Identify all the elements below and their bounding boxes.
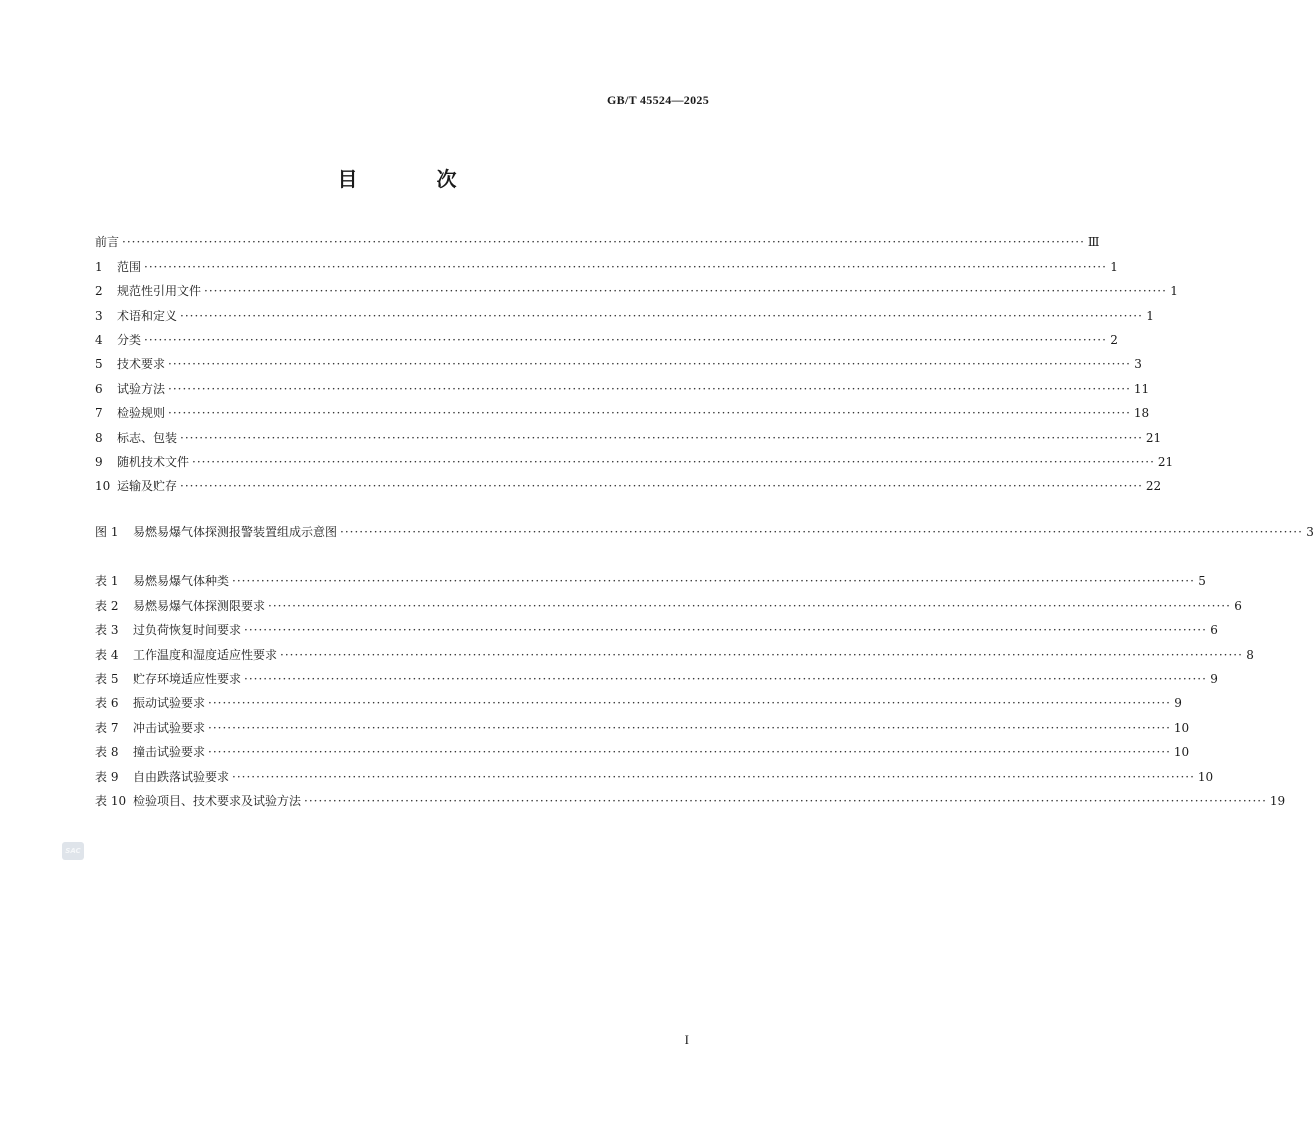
toc-leader-dots: ········································································································································································································ xyxy=(180,430,1143,445)
toc-entry[interactable] xyxy=(95,274,1178,299)
toc-entry-page: 11 xyxy=(1133,381,1150,396)
toc-entry-page: 1 xyxy=(1110,259,1118,274)
toc-leader-dots: ········································································································································································································ xyxy=(180,479,1143,494)
toc-entry-label: 范围 xyxy=(117,259,142,274)
toc-entry-title xyxy=(95,309,177,323)
toc-entry[interactable] xyxy=(95,735,1190,760)
toc-entry-number: 5 xyxy=(95,357,103,372)
toc-entry-page: 9 xyxy=(1174,696,1182,711)
toc-entry-page: 1 xyxy=(1146,308,1154,323)
toc-leader-dots: ········································································································································································································ xyxy=(208,745,1171,760)
toc-entry-title xyxy=(95,333,141,347)
toc-entry-title xyxy=(95,357,165,371)
toc-entry-page: 3 xyxy=(1306,525,1314,540)
toc-entry-label: 分类 xyxy=(117,332,142,347)
toc-entry-number: 表 5 xyxy=(95,671,119,686)
toc-entry-page: 2 xyxy=(1110,332,1118,347)
toc-entry-number: 表 7 xyxy=(95,720,119,735)
toc-entry-title xyxy=(95,574,229,588)
toc-entry-number: 3 xyxy=(95,308,103,323)
toc-entry[interactable] xyxy=(95,347,1142,372)
toc-entry[interactable] xyxy=(95,686,1182,711)
toc-section-tables xyxy=(95,564,1286,808)
toc-entry-label: 术语和定义 xyxy=(117,308,178,323)
toc-entry-label: 自由跌落试验要求 xyxy=(133,769,230,784)
toc-entry-number: 表 1 xyxy=(95,574,119,589)
toc-entry[interactable] xyxy=(95,323,1118,347)
toc-leader-dots: ········································································································································································································ xyxy=(268,598,1231,613)
toc-entry-title xyxy=(95,599,265,613)
toc-entry-page: 3 xyxy=(1134,357,1142,372)
toc-entry-label: 冲击试验要求 xyxy=(133,720,206,735)
standard-number: GB/T 45524—2025 xyxy=(607,93,709,107)
toc-entry-label: 振动试验要求 xyxy=(133,696,206,711)
toc-leader-dots: ········································································································································································································ xyxy=(340,525,1303,540)
toc-leader-dots: ········································································································································································································ xyxy=(144,332,1107,347)
toc-section-figures xyxy=(95,515,1314,540)
toc-entry-page: 5 xyxy=(1198,574,1206,589)
toc-entry-title xyxy=(95,623,241,637)
toc-leader-dots: ········································································································································································································ xyxy=(144,259,1107,274)
toc-entry-title xyxy=(95,382,165,396)
toc-entry-number: 1 xyxy=(95,259,103,274)
toc-entry-number: 表 2 xyxy=(95,598,119,613)
toc-entry-title xyxy=(95,431,177,445)
toc-entry[interactable] xyxy=(95,662,1218,686)
toc-entry-number: 图 1 xyxy=(95,525,119,540)
toc-entry-page: 8 xyxy=(1246,647,1254,662)
toc-entry-title xyxy=(95,770,229,784)
toc-entry-label: 运输及贮存 xyxy=(117,479,178,494)
toc-entry-number: 8 xyxy=(95,430,103,445)
toc-entry-label: 工作温度和湿度适应性要求 xyxy=(133,647,278,662)
toc-entry-number: 6 xyxy=(95,381,103,396)
toc-entry-page: 10 xyxy=(1197,769,1214,784)
toc-entry-title xyxy=(95,745,205,759)
toc-entry-label: 前言 xyxy=(95,235,120,250)
toc-entry-number: 表 4 xyxy=(95,647,119,662)
sac-logo-icon: SAC xyxy=(62,842,84,860)
toc-entry[interactable] xyxy=(95,396,1150,421)
toc-entry[interactable] xyxy=(95,784,1286,808)
toc-entry-label: 试验方法 xyxy=(117,381,166,396)
toc-entry-label: 易燃易爆气体探测限要求 xyxy=(133,598,266,613)
toc-entry-title xyxy=(95,696,205,710)
toc-entry[interactable] xyxy=(95,588,1242,613)
page-number: I xyxy=(684,1032,689,1047)
toc-entry-page: Ⅲ xyxy=(1087,235,1100,250)
toc-entry-number: 表 9 xyxy=(95,769,119,784)
toc-entry-page: 6 xyxy=(1210,623,1218,638)
toc-entry-page: 1 xyxy=(1170,284,1178,299)
toc-entry[interactable] xyxy=(95,445,1174,469)
toc-entry-number: 7 xyxy=(95,406,103,421)
toc-entry-number: 10 xyxy=(95,479,111,494)
toc-leader-dots: ········································································································································································································ xyxy=(208,696,1171,711)
toc-entry-page: 19 xyxy=(1269,793,1286,808)
toc-leader-dots: ········································································································································································································ xyxy=(168,357,1131,372)
toc-leader-dots: ········································································································································································································ xyxy=(232,769,1195,784)
toc-section-main xyxy=(95,225,1178,494)
toc-leader-dots: ········································································································································································································ xyxy=(244,671,1207,686)
toc-entry-number: 表 3 xyxy=(95,623,119,638)
toc-entry-title xyxy=(95,721,205,735)
toc-entry-page: 21 xyxy=(1157,454,1174,469)
toc-leader-dots: ········································································································································································································ xyxy=(304,793,1267,808)
toc-leader-dots: ········································································································································································································ xyxy=(232,574,1195,589)
toc-entry-number: 2 xyxy=(95,284,103,299)
toc-entry-title xyxy=(95,648,277,662)
toc-entry[interactable] xyxy=(95,759,1214,784)
toc-entry-page: 10 xyxy=(1173,745,1190,760)
toc-leader-dots: ········································································································································································································ xyxy=(122,235,1085,250)
page-title: 目 次 xyxy=(337,167,493,191)
toc-leader-dots: ········································································································································································································ xyxy=(244,623,1207,638)
toc-entry[interactable] xyxy=(95,469,1162,494)
toc-entry-label: 标志、包装 xyxy=(117,430,178,445)
toc-entry-title xyxy=(95,260,141,274)
toc-entry[interactable] xyxy=(95,298,1154,323)
toc-entry-title xyxy=(95,794,301,808)
toc-entry-label: 易燃易爆气体种类 xyxy=(133,574,230,589)
toc-entry-number: 表 8 xyxy=(95,745,119,760)
toc-entry[interactable] xyxy=(95,371,1150,396)
toc-entry-page: 21 xyxy=(1145,430,1162,445)
toc-entry-label: 检验项目、技术要求及试验方法 xyxy=(133,793,302,808)
toc-entry-label: 技术要求 xyxy=(117,357,166,372)
toc-entry-page: 22 xyxy=(1145,479,1162,494)
toc-entry-title xyxy=(95,455,189,469)
toc-leader-dots: ········································································································································································································ xyxy=(280,647,1243,662)
toc-leader-dots: ········································································································································································································ xyxy=(208,720,1171,735)
toc-entry-label: 撞击试验要求 xyxy=(133,745,206,760)
toc-entry[interactable] xyxy=(95,420,1162,445)
toc-entry-page: 6 xyxy=(1234,598,1242,613)
toc-leader-dots: ········································································································································································································ xyxy=(168,406,1131,421)
toc-entry-page: 18 xyxy=(1133,406,1150,421)
toc-entry[interactable] xyxy=(95,564,1206,589)
toc-entry-page: 9 xyxy=(1210,671,1218,686)
toc-entry-title xyxy=(95,406,165,420)
toc-entry-number: 表 10 xyxy=(95,793,127,808)
toc-entry[interactable] xyxy=(95,637,1254,662)
toc-entry-label: 检验规则 xyxy=(117,406,166,421)
toc-entry-title xyxy=(95,479,177,493)
toc-entry[interactable] xyxy=(95,613,1218,638)
toc-leader-dots: ········································································································································································································ xyxy=(168,381,1131,396)
toc-entry-page: 10 xyxy=(1173,720,1190,735)
toc-entry-title xyxy=(95,235,119,249)
toc-entry-label: 随机技术文件 xyxy=(117,454,190,469)
toc-entry-title xyxy=(95,525,337,539)
toc-entry-label: 过负荷恢复时间要求 xyxy=(133,623,242,638)
toc-entry-title xyxy=(95,672,241,686)
toc-entry[interactable] xyxy=(95,710,1190,735)
toc-leader-dots: ········································································································································································································ xyxy=(180,308,1143,323)
toc-entry[interactable] xyxy=(95,225,1100,250)
toc-leader-dots: ········································································································································································································ xyxy=(192,454,1155,469)
toc-entry-number: 9 xyxy=(95,454,103,469)
toc-entry[interactable] xyxy=(95,515,1314,540)
toc-entry-label: 易燃易爆气体探测报警装置组成示意图 xyxy=(133,525,338,540)
toc-entry-title xyxy=(95,284,201,298)
toc-entry-number: 4 xyxy=(95,332,103,347)
toc-entry-label: 贮存环境适应性要求 xyxy=(133,671,242,686)
toc-leader-dots: ········································································································································································································ xyxy=(204,284,1167,299)
toc-entry[interactable] xyxy=(95,249,1118,274)
toc-entry-number: 表 6 xyxy=(95,696,119,711)
toc-entry-label: 规范性引用文件 xyxy=(117,284,202,299)
